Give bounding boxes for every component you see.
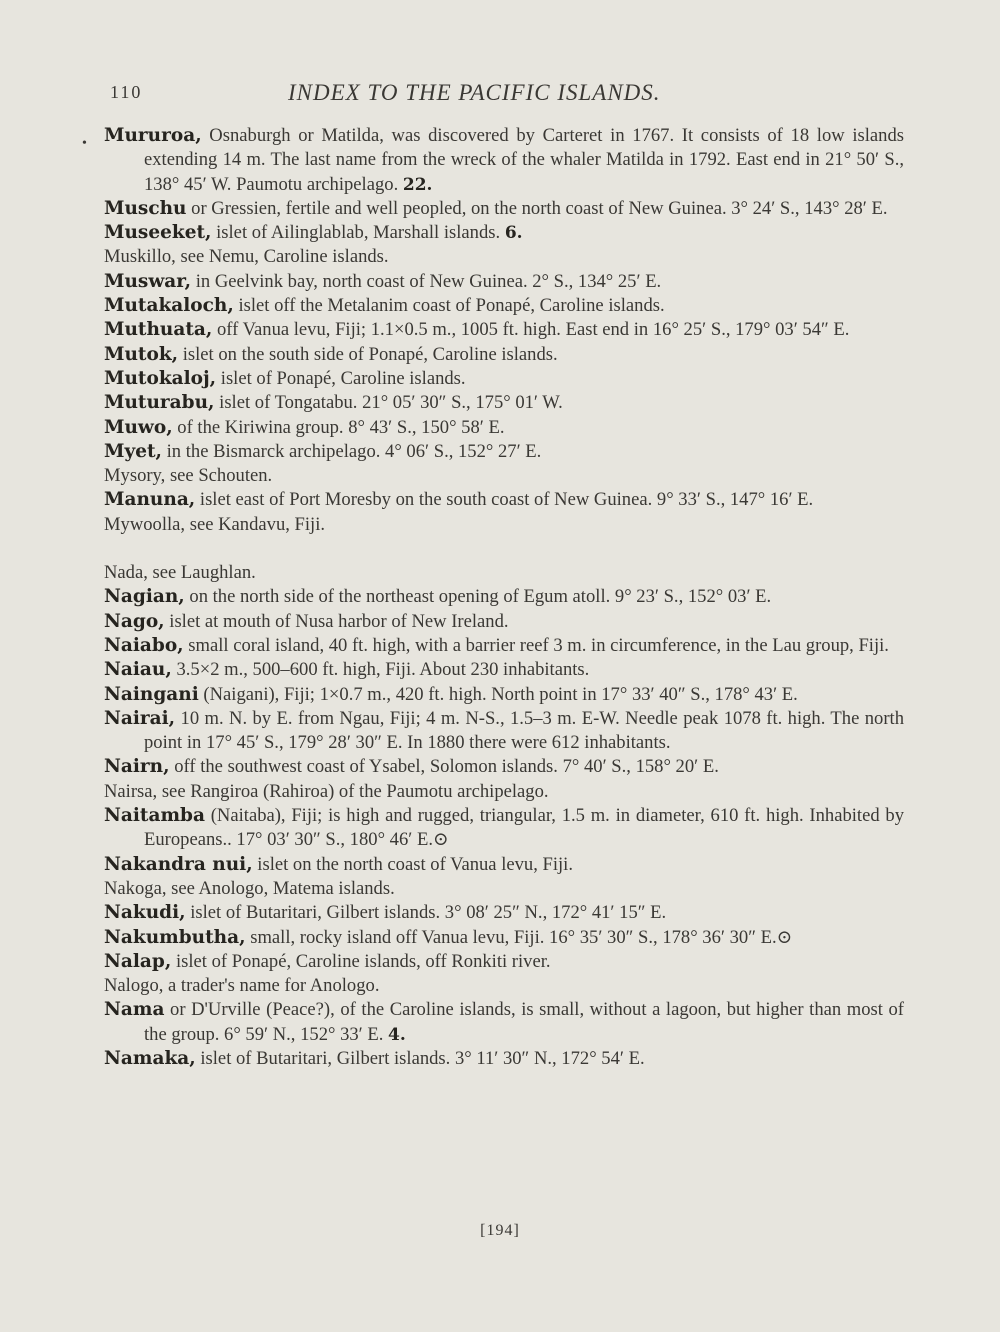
entry-headword: Naiau, xyxy=(104,659,172,681)
entry-text: in the Bismarck archipelago. 4° 06′ S., 152° 27′ E. xyxy=(161,440,542,462)
entry-headword: Nama xyxy=(104,999,165,1021)
index-entry xyxy=(104,804,904,853)
index-entry xyxy=(104,780,904,804)
index-entry xyxy=(104,634,904,658)
entry-headword: Mutakaloch, xyxy=(104,295,234,317)
entry-text: in Geelvink bay, north coast of New Guinea. 2° S., 134° 25′ E. xyxy=(191,270,662,292)
entry-text: small coral island, 40 ft. high, with a barrier reef 3 m. in circumference, in the Lau group, Fiji. xyxy=(183,634,889,656)
entry-headword: Nago, xyxy=(104,610,165,632)
index-entry xyxy=(104,901,904,925)
index-entry xyxy=(104,853,904,877)
index-entry xyxy=(104,610,904,634)
entry-text: off Vanua levu, Fiji; 1.1×0.5 m., 1005 ft. high. East end in 16° 25′ S., 179° 03′ 54″ E. xyxy=(212,319,850,341)
index-entry xyxy=(104,974,904,998)
entry-text: on the north side of the northeast opening of Egum atoll. 9° 23′ S., 152° 03′ E. xyxy=(184,586,772,608)
entry-text: 3.5×2 m., 500–600 ft. high, Fiji. About 230 inhabitants. xyxy=(171,659,590,681)
entry-text: islet on the south side of Ponapé, Caroline islands. xyxy=(178,343,558,365)
entry-text: of the Kiriwina group. 8° 43′ S., 150° 58′ E. xyxy=(172,416,505,438)
running-title: INDEX TO THE PACIFIC ISLANDS. xyxy=(288,80,661,105)
entry-headword: Muthuata, xyxy=(104,319,213,341)
entry-text: islet of Butaritari, Gilbert islands. 3° 11′ 30″ N., 172° 54′ E. xyxy=(195,1047,645,1069)
entry-headword: Naingani xyxy=(104,683,199,705)
index-entry xyxy=(104,755,904,779)
index-entry xyxy=(104,270,904,294)
index-entry xyxy=(104,197,904,221)
entry-text: islet of Butaritari, Gilbert islands. 3° 08′ 25″ N., 172° 41′ 15″ E. xyxy=(185,902,667,924)
index-entry xyxy=(104,585,904,609)
entry-text: islet of Ponapé, Caroline islands. xyxy=(216,367,466,389)
entry-headword: Mutokaloj, xyxy=(104,367,217,389)
index-entries xyxy=(104,124,904,1071)
entry-text: islet of Tongatabu. 21° 05′ 30″ S., 175° 01′ W. xyxy=(214,392,563,414)
entry-text: Nalogo, a trader's name for Anologo. xyxy=(104,975,380,997)
entry-text: or Gressien, fertile and well peopled, on the north coast of New Guinea. 3° 24′ S., 143° 28′ E. xyxy=(186,197,888,219)
running-head xyxy=(0,80,1000,110)
index-entry xyxy=(104,294,904,318)
entry-headword: Naitamba xyxy=(104,805,205,827)
entry-map-ref: 22. xyxy=(402,174,433,195)
entry-text: (Naigani), Fiji; 1×0.7 m., 420 ft. high. North point in 17° 33′ 40″ S., 178° 43′ E. xyxy=(198,683,798,705)
entry-headword: Muschu xyxy=(104,197,187,219)
index-entry xyxy=(104,440,904,464)
index-entry xyxy=(104,367,904,391)
entry-text: Mysory, see Schouten. xyxy=(104,465,273,487)
entry-text: islet of Ailinglablab, Marshall islands. xyxy=(211,222,505,244)
entry-text: Nairsa, see Rangiroa (Rahiroa) of the Paumotu archipelago. xyxy=(104,780,549,802)
index-entry xyxy=(104,318,904,342)
entry-text: Mywoolla, see Kandavu, Fiji. xyxy=(104,513,326,535)
entry-headword: Nagian, xyxy=(104,586,185,608)
entry-text: off the southwest coast of Ysabel, Solomon islands. 7° 40′ S., 158° 20′ E. xyxy=(169,756,719,778)
entry-map-ref: 4. xyxy=(388,1024,406,1045)
index-entry xyxy=(104,488,904,512)
index-entry xyxy=(104,950,904,974)
index-entry xyxy=(104,561,904,585)
entry-headword: Nairai, xyxy=(104,707,176,729)
entry-map-ref: 6. xyxy=(504,223,523,244)
index-entry xyxy=(104,391,904,415)
entry-text: islet on the north coast of Vanua levu, Fiji. xyxy=(252,853,573,875)
index-entry xyxy=(104,926,904,950)
margin-dot: • xyxy=(82,136,87,151)
entry-text: 10 m. N. by E. from Ngau, Fiji; 4 m. N-S., 1.5–3 m. E-W. Needle peak 1078 ft. high. The north point in 17° 45′ S., 179° 28′ 30″ E. In 1880 there were 612 inhabitants. xyxy=(144,707,904,754)
index-entry xyxy=(104,464,904,488)
entry-text: Nakoga, see Anologo, Matema islands. xyxy=(104,877,395,899)
entry-text: Nada, see Laughlan. xyxy=(104,562,256,584)
page-number: 110 xyxy=(110,82,143,102)
entry-headword: Nakumbutha, xyxy=(104,926,246,948)
entry-headword: Mutok, xyxy=(104,343,179,365)
index-entry xyxy=(104,998,904,1047)
entry-text: islet east of Port Moresby on the south coast of New Guinea. 9° 33′ S., 147° 16′ E. xyxy=(195,489,814,511)
entry-headword: Museeket, xyxy=(104,222,212,244)
index-entry xyxy=(104,513,904,537)
entry-headword: Nakandra nui, xyxy=(104,853,253,875)
index-entry xyxy=(104,1047,904,1071)
index-entry xyxy=(104,683,904,707)
index-entry xyxy=(104,416,904,440)
entry-text: islet of Ponapé, Caroline islands, off Ronkiti river. xyxy=(171,950,551,972)
entry-text: islet at mouth of Nusa harbor of New Ireland. xyxy=(164,610,509,632)
index-entry xyxy=(104,658,904,682)
entry-text: or D'Urville (Peace?), of the Caroline islands, is small, without a lagoon, but higher than most of the group. 6° 59′ N., 152° 33′ E. xyxy=(144,999,904,1045)
entry-text: small, rocky island off Vanua levu, Fiji. 16° 35′ 30″ S., 178° 36′ 30″ E.⊙ xyxy=(245,926,793,948)
index-entry xyxy=(104,877,904,901)
entry-text: Muskillo, see Nemu, Caroline islands. xyxy=(104,246,389,268)
index-entry xyxy=(104,343,904,367)
entry-text: islet off the Metalanim coast of Ponapé, Caroline islands. xyxy=(233,295,665,317)
entry-text: Osnaburgh or Matilda, was discovered by Carteret in 1767. It consists of 18 low islands extending 14 m. The last name from the wreck of the whaler Matilda in 1792. East end in 21° 50′ S., 138° 45′ W. Paumotu archipelago. xyxy=(144,125,904,195)
index-entry xyxy=(104,245,904,269)
index-entry xyxy=(104,707,904,756)
entry-headword: Muturabu, xyxy=(104,392,215,414)
entry-text: (Naitaba), Fiji; is high and rugged, triangular, 1.5 m. in diameter, 610 ft. high. Inhabited by Europeans.. 17° 03′ 30″ S., 180° 46′ E.⊙ xyxy=(144,805,904,851)
entry-headword: Nairn, xyxy=(104,756,170,778)
entry-headword: Muwo, xyxy=(104,416,173,438)
entry-headword: Nalap, xyxy=(104,950,172,972)
entry-headword: Naiabo, xyxy=(104,634,184,656)
footer-page-ref: [194] xyxy=(480,1222,520,1239)
index-entry xyxy=(104,124,904,197)
entry-headword: Nakudi, xyxy=(104,902,186,924)
entry-headword: Myet, xyxy=(104,440,162,462)
entry-headword: Namaka, xyxy=(104,1047,196,1069)
entry-headword: Muswar, xyxy=(104,270,192,292)
entry-headword: Manuna, xyxy=(104,489,196,511)
entry-headword: Mururoa, xyxy=(104,125,202,146)
index-entry xyxy=(104,221,904,245)
